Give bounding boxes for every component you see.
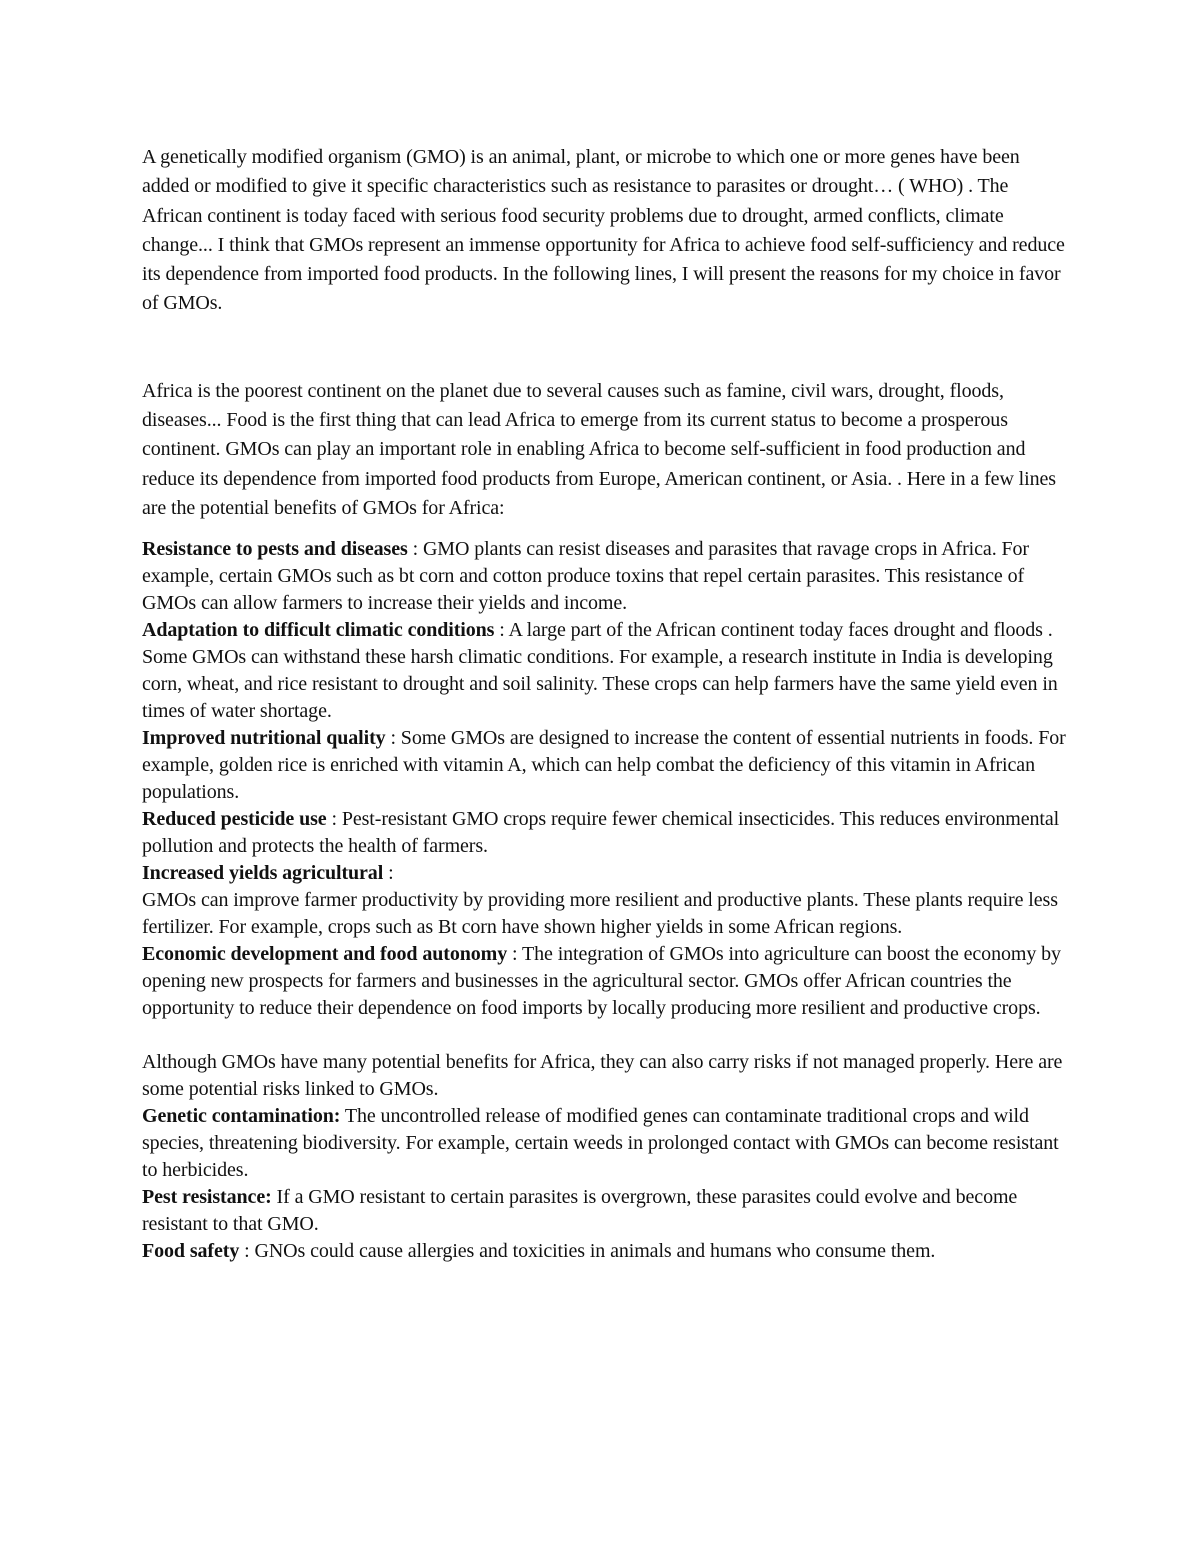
risks-intro-paragraph: Although GMOs have many potential benefits for Africa, they can also carry risks if not managed properly. Here are some potential risks linked to GMOs. — [142, 1051, 1063, 1101]
document-body — [142, 143, 1067, 1265]
benefit-text: : Pest-resistant GMO crops require fewer chemical insecticides. This reduces environmental pollution and protects the health of farmers. — [142, 808, 1060, 858]
risk-item-food-safety — [142, 1238, 1067, 1265]
benefits-list — [142, 536, 1067, 1022]
benefit-item-economy — [142, 941, 1067, 1022]
benefit-title: Adaptation to difficult climatic conditions — [142, 619, 495, 642]
intro-paragraph: A genetically modified organism (GMO) is an animal, plant, or microbe to which one or more genes have been added or modified to give it specific characteristics such as resistance to parasites or drought… ( WHO) . The African continent is today faced with serious food security problems due to drought, armed conflicts, climate change... I think that GMOs represent an immense opportunity for Africa to achieve food self-sufficiency and reduce its dependence from imported food products. In the following lines, I will present the reasons for my choice in favor of GMOs. — [142, 146, 1065, 315]
benefit-text: : GMO plants can resist diseases and parasites that ravage crops in Africa. For example, certain GMOs such as bt corn and cotton produce toxins that repel certain parasites. This resistance of GMOs can allow farmers to increase their yields and income. — [142, 538, 1029, 615]
benefit-title: Resistance to pests and diseases — [142, 538, 408, 561]
benefit-item-nutrition — [142, 725, 1067, 806]
benefit-item-yields-continuation: GMOs can improve farmer productivity by providing more resilient and productive plants. These plants require less fertilizer. For example, crops such as Bt corn have shown higher yields in some African regions. — [142, 889, 1058, 939]
benefit-item-pests — [142, 536, 1067, 617]
risk-text: : GNOs could cause allergies and toxicities in animals and humans who consume them. — [239, 1240, 936, 1263]
risk-title: Food safety — [142, 1240, 240, 1263]
risk-item-pest-resistance — [142, 1184, 1067, 1238]
benefit-text: : Some GMOs are designed to increase the content of essential nutrients in foods. For example, golden rice is enriched with vitamin A, which can help combat the deficiency of this vitamin in African populations. — [142, 727, 1066, 804]
benefit-title: Economic development and food autonomy — [142, 943, 508, 966]
benefit-text: : A large part of the African continent today faces drought and floods . Some GMOs can withstand these harsh climatic conditions. For example, a research institute in India is developing corn, wheat, and rice resistant to drought and soil salinity. These crops can help farmers have the same yield even in times of water shortage. — [142, 619, 1058, 723]
benefit-title: Increased yields agricultural — [142, 862, 384, 885]
benefit-text: : — [383, 862, 394, 885]
benefit-item-pesticide — [142, 806, 1067, 860]
risk-title: Genetic contamination: — [142, 1105, 341, 1128]
risk-text: If a GMO resistant to certain parasites is overgrown, these parasites could evolve and become resistant to that GMO. — [142, 1186, 1018, 1236]
risk-text: The uncontrolled release of modified genes can contaminate traditional crops and wild species, threatening biodiversity. For example, certain weeds in prolonged contact with GMOs can become resistant to herbicides. — [142, 1105, 1059, 1182]
benefit-text: : The integration of GMOs into agriculture can boost the economy by opening new prospects for farmers and businesses in the agricultural sector. GMOs offer African countries the opportunity to reduce their dependence on food imports by locally producing more resilient and productive crops. — [142, 943, 1061, 1020]
benefit-title: Reduced pesticide use — [142, 808, 327, 831]
benefit-item-climate — [142, 617, 1067, 725]
risk-title: Pest resistance: — [142, 1186, 272, 1209]
benefit-item-yields — [142, 860, 1067, 887]
africa-paragraph: Africa is the poorest continent on the planet due to several causes such as famine, civil wars, drought, floods, diseases... Food is the first thing that can lead Africa to emerge from its current status to become a prosperous continent. GMOs can play an important role in enabling Africa to become self-sufficient in food production and reduce its dependence from imported food products from Europe, American continent, or Asia. . Here in a few lines are the potential benefits of GMOs for Africa: — [142, 379, 1056, 519]
benefit-title: Improved nutritional quality — [142, 727, 386, 750]
risk-item-contamination — [142, 1103, 1067, 1184]
risks-list — [142, 1103, 1067, 1265]
